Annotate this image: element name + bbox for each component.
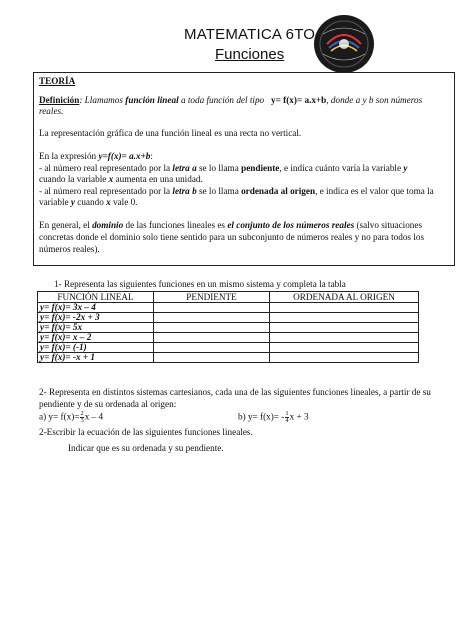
exercise2-item-b: b) y= f(x)= - $\frac{1}{4}$ x + 3 (238, 410, 309, 424)
table-row (38, 323, 419, 333)
exercise2-line3: 2-Escribir la ecuación de las siguientes funciones lineales. (39, 427, 253, 437)
theory-p3-line2: cuando la variable x aumenta en una unidad. (39, 174, 203, 184)
function-cell: y= f(x)= -2x + 3 (40, 312, 100, 322)
exercise2-item-a: a) y= f(x)= $\frac{2}{3}$ x – 4 (39, 410, 104, 424)
ordenada-cell[interactable] (270, 313, 419, 323)
page-subtitle: Funciones (215, 46, 285, 63)
exercise1-prompt: 1- Representa las siguientes funciones en un mismo sistema y completa la tabla (54, 279, 346, 289)
theory-p5-line3: números reales). (39, 244, 100, 254)
exercise2-line2: pendiente y de su ordenada al origen: (39, 399, 177, 409)
ordenada-cell[interactable] (270, 303, 419, 313)
definition-line2: reales. (39, 106, 64, 116)
pendiente-cell[interactable] (154, 333, 270, 343)
pendiente-cell[interactable] (154, 353, 270, 363)
page-title: MATEMATICA 6TO (184, 26, 316, 43)
theory-p2: En la expresión y=f(x)= a.x+b: (39, 151, 153, 161)
fraction-a: $\frac{2}{3}$ (80, 410, 84, 424)
pendiente-cell[interactable] (154, 313, 270, 323)
exercise2-line1: 2- Representa en distintos sistemas cartesianos, cada una de las siguientes funciones lineales, a partir de su (39, 387, 431, 397)
fraction-b: $\frac{1}{4}$ (285, 410, 289, 424)
pendiente-cell[interactable] (154, 343, 270, 353)
function-cell: y= f(x)= 5x (40, 322, 83, 332)
functions-table (37, 291, 419, 363)
theory-p3-line1: - al número real representado por la letra a se lo llama pendiente, e indica cuánto varía la variable y (39, 163, 408, 173)
table-row (38, 303, 419, 313)
definition-line1: Definición: Llamamos función lineal a toda función del tipo y= f(x)= a.x+b, donde a y b son números (39, 95, 423, 105)
theory-p4-line2: variable y cuando x vale 0. (39, 197, 138, 207)
pendiente-cell[interactable] (154, 323, 270, 333)
ordenada-cell[interactable] (270, 333, 419, 343)
theory-p1: La representación gráfica de una función lineal es una recta no vertical. (39, 128, 302, 138)
exercise2-line4: Indicar que es su ordenada y su pendiente. (68, 443, 224, 453)
theory-p5-line2: concretas donde el dominio solo tiene sentido para un subconjunto de números reales y no para todos los (39, 232, 425, 242)
col-header-ordenada: ORDENADA AL ORIGEN (270, 292, 419, 303)
theory-heading: TEORÍA (39, 76, 76, 86)
ordenada-cell[interactable] (270, 353, 419, 363)
pendiente-cell[interactable] (154, 303, 270, 313)
theory-p5-line1: En general, el dominio de las funciones lineales es el conjunto de los números reales (salvo situaciones (39, 220, 423, 230)
ordenada-cell[interactable] (270, 343, 419, 353)
table-row (38, 333, 419, 343)
col-header-pendiente: PENDIENTE (154, 292, 270, 303)
table-row (38, 353, 419, 363)
function-cell: y= f(x)= 3x – 4 (40, 302, 96, 312)
col-header-funcion: FUNCIÓN LINEAL (38, 292, 154, 303)
function-cell: y= f(x)= (-1) (40, 342, 87, 352)
function-cell: y= f(x)= x – 2 (40, 332, 92, 342)
table-header-row (38, 292, 419, 303)
table-row (38, 343, 419, 353)
school-logo-icon (313, 14, 375, 74)
theory-p4-line1: - al número real representado por la letra b se lo llama ordenada al origen, e indica es el valor que toma la (39, 186, 434, 196)
function-cell: y= f(x)= -x + 1 (40, 352, 95, 362)
ordenada-cell[interactable] (270, 323, 419, 333)
table-row (38, 313, 419, 323)
